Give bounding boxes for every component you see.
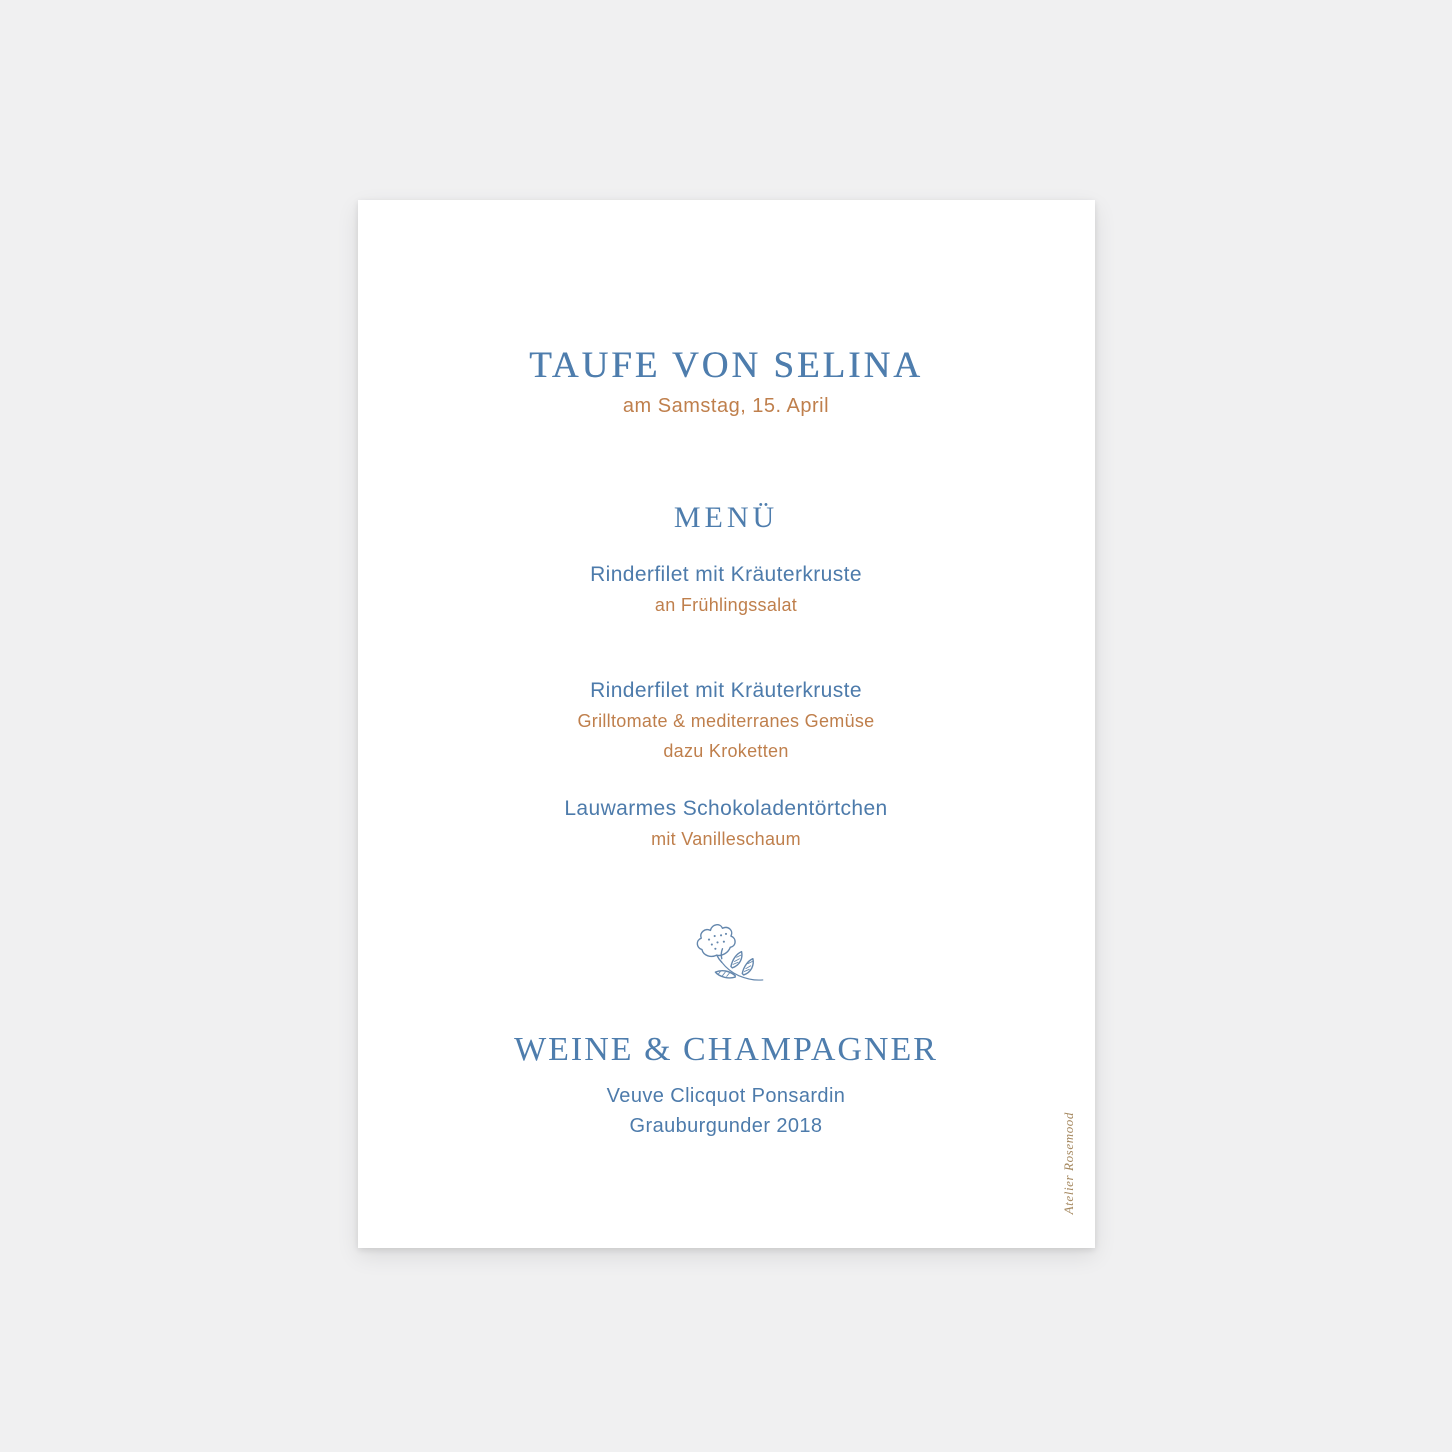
- course-item: [358, 560, 1095, 620]
- course-list: [358, 560, 1095, 854]
- wine-list: [358, 1081, 1095, 1141]
- flower-sprig-icon: [358, 912, 1095, 987]
- event-date: am Samstag, 15. April: [622, 395, 830, 417]
- menu-heading: MENÜ: [673, 501, 779, 534]
- menu-card: [358, 200, 1095, 1248]
- course-name: Lauwarmes Schokoladentörtchen: [564, 797, 888, 820]
- course-detail: Grilltomate & mediterranes Gemüse: [577, 711, 875, 731]
- course-item: [358, 794, 1095, 854]
- course-item: [358, 676, 1095, 766]
- brand-credit: Atelier Rosemood: [1060, 1111, 1076, 1214]
- event-title: TAUFE VON SELINA: [529, 345, 923, 386]
- wine-heading: WEINE & CHAMPAGNER: [514, 1031, 938, 1068]
- wine-item: Grauburgunder 2018: [629, 1115, 823, 1137]
- course-detail: mit Vanilleschaum: [651, 829, 801, 849]
- course-detail: an Frühlingssalat: [654, 595, 798, 615]
- course-name: Rinderfilet mit Kräuterkruste: [590, 679, 862, 702]
- course-detail: dazu Kroketten: [663, 741, 789, 761]
- course-name: Rinderfilet mit Kräuterkruste: [590, 563, 862, 586]
- wine-item: Veuve Clicquot Ponsardin: [606, 1085, 846, 1107]
